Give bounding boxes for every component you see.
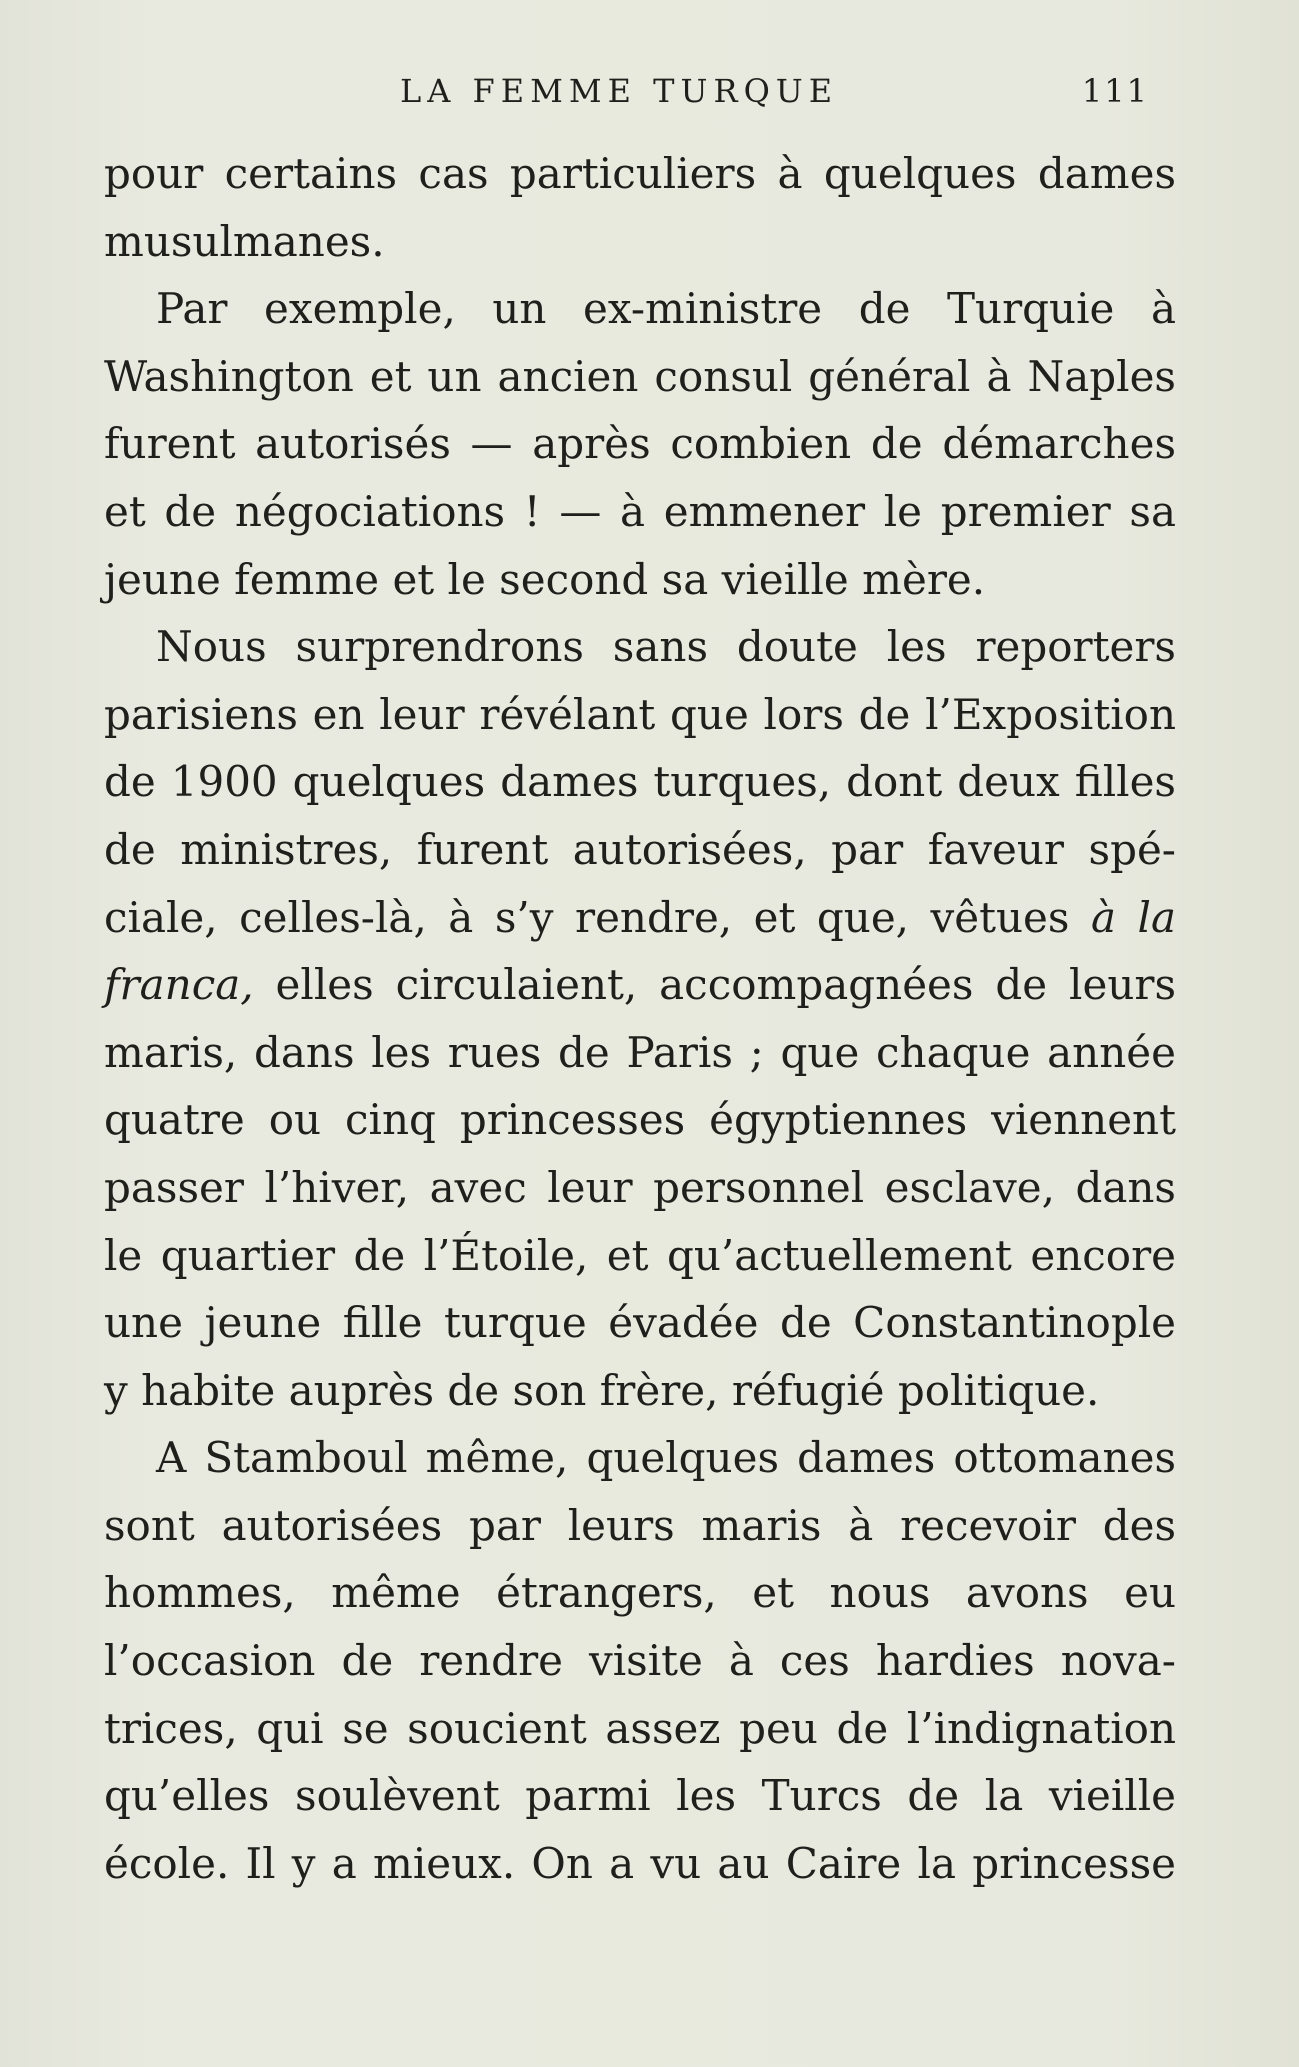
text-line: y habite auprès de son frère, réfugié politique.	[104, 1365, 1100, 1415]
text-line: quatre ou cinq princesses égyptiennes viennent	[104, 1095, 1176, 1145]
text-line: Nous surprendrons sans doute les reporters	[156, 622, 1176, 672]
text-line: A Stamboul même, quelques dames ottomanes	[156, 1433, 1176, 1483]
text-line: trices, qui se soucient assez peu de l’indignation	[104, 1703, 1176, 1753]
text-line: maris, dans les rues de Paris ; que chaque année	[104, 1027, 1176, 1077]
body-text	[104, 140, 1176, 1897]
text-line: jeune femme et le second sa vieille mère.	[104, 554, 986, 604]
text-line: passer l’hiver, avec leur personnel esclave, dans	[104, 1162, 1176, 1212]
italic-phrase: franca,	[104, 960, 254, 1010]
text-line-segment: ciale, celles-là, à s’y rendre, et que, vêtues	[104, 892, 1070, 942]
text-line: école. Il y a mieux. On a vu au Caire la princesse	[104, 1838, 1176, 1888]
text-line: pour certains cas particuliers à quelques dames	[104, 149, 1176, 198]
text-line: sont autorisées par leurs maris à recevoir des	[104, 1500, 1176, 1550]
text-line: une jeune fille turque évadée de Constantinople	[104, 1298, 1176, 1348]
text-line: hommes, même étrangers, et nous avons eu	[104, 1568, 1176, 1618]
text-line	[104, 951, 1176, 1019]
text-line: de ministres, furent autorisées, par faveur spé-	[104, 824, 1176, 874]
text-line-segment: elles circulaient, accompagnées de leurs	[275, 960, 1176, 1010]
text-line: le quartier de l’Étoile, et qu’actuellement encore	[104, 1230, 1176, 1280]
text-line: Washington et un ancien consul général à Naples	[104, 351, 1176, 401]
text-line	[104, 884, 1176, 952]
italic-phrase: à la	[1090, 892, 1177, 942]
text-line: et de négociations ! — à emmener le premier sa	[104, 486, 1176, 536]
text-line: l’occasion de rendre visite à ces hardies nova-	[104, 1636, 1176, 1686]
text-line: parisiens en leur révélant que lors de l’Exposition	[104, 689, 1176, 739]
text-line: musulmanes.	[104, 216, 385, 266]
running-title: LA FEMME TURQUE	[400, 72, 839, 110]
text-line: furent autorisés — après combien de démarches	[104, 419, 1176, 469]
text-line: de 1900 quelques dames turques, dont deux filles	[104, 757, 1176, 807]
text-line: Par exemple, un ex-ministre de Turquie à	[156, 284, 1176, 334]
running-head	[0, 72, 1299, 122]
page-number: 111	[1081, 72, 1149, 110]
text-line: qu’elles soulèvent parmi les Turcs de la vieille	[104, 1771, 1176, 1821]
